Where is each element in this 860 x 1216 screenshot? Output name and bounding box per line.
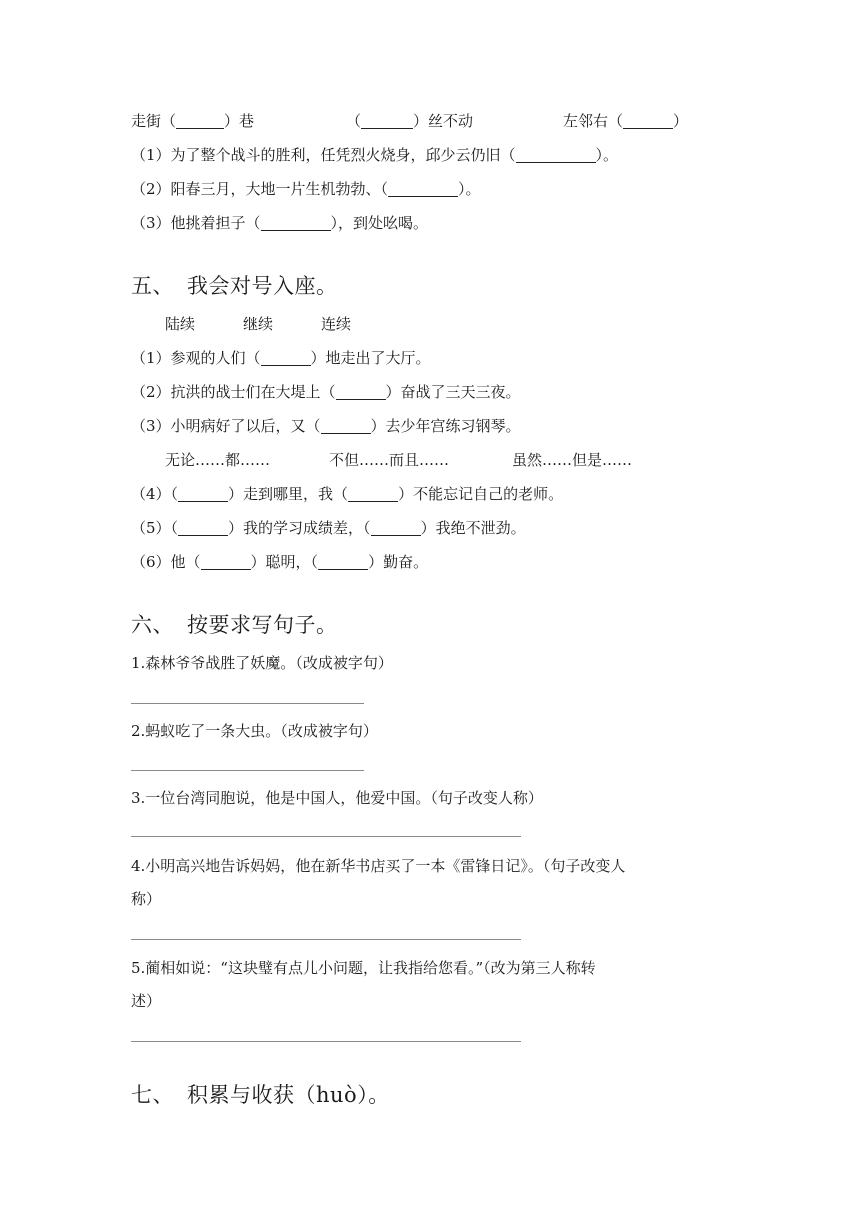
answer-line[interactable] — [131, 770, 364, 771]
fill-item-2: （2）抗洪的战士们在大堤上（ ）奋战了三天三夜。 — [131, 383, 521, 401]
answer-blank[interactable] — [348, 487, 398, 502]
question-5-line-1: 5.蔺相如说：“这块璧有点儿小问题，让我指给您看。”（改为第三人称转 — [131, 959, 596, 977]
answer-line[interactable] — [131, 703, 364, 704]
word-option: 陆续 — [165, 315, 196, 333]
fill-item-3: （3）小明病好了以后，又（ ）去少年宫练习钢琴。 — [131, 417, 521, 435]
answer-blank[interactable] — [321, 419, 371, 434]
answer-blank[interactable] — [201, 555, 251, 570]
idiom-3: 左邻右（ ） — [563, 112, 689, 130]
answer-blank[interactable] — [361, 114, 413, 129]
question-1: 1.森林爷爷战胜了妖魔。（改成被字句） — [131, 654, 393, 672]
answer-blank[interactable] — [516, 148, 596, 163]
answer-blank[interactable] — [261, 216, 331, 231]
idiom-2: （ ）丝不动 — [346, 112, 474, 130]
fill-item-6: （6）他（ ）聪明，（ ）勤奋。 — [131, 553, 429, 571]
idiom-sentence-1: （1）为了整个战斗的胜利，任凭烈火烧身，邱少云仍旧（ ）。 — [131, 146, 619, 164]
answer-blank[interactable] — [623, 114, 673, 129]
answer-blank[interactable] — [371, 521, 421, 536]
answer-blank[interactable] — [318, 555, 368, 570]
answer-blank[interactable] — [178, 521, 228, 536]
answer-blank[interactable] — [178, 487, 228, 502]
answer-blank[interactable] — [388, 182, 458, 197]
fill-item-5: （5）（ ）我的学习成绩差，（ ）我绝不泄劲。 — [131, 519, 526, 537]
word-option: 不但……而且…… — [329, 451, 450, 469]
answer-line[interactable] — [131, 836, 521, 837]
answer-line[interactable] — [131, 939, 521, 940]
question-4-line-2: 称） — [131, 890, 162, 908]
question-4-line-1: 4.小明高兴地告诉妈妈，他在新华书店买了一本《雷锋日记》。（句子改变人 — [131, 857, 626, 875]
idiom-1: 走街（ ）巷 — [131, 112, 255, 130]
section-5-heading: 五、 我会对号入座。 — [131, 274, 338, 298]
answer-blank[interactable] — [336, 385, 386, 400]
word-option: 连续 — [321, 315, 352, 333]
section-7-heading: 七、 积累与收获（huò）。 — [131, 1083, 390, 1107]
fill-item-4: （4）（ ）走到哪里，我（ ）不能忘记自己的老师。 — [131, 485, 564, 503]
word-option: 无论……都…… — [165, 451, 271, 469]
idiom-sentence-2: （2）阳春三月，大地一片生机勃勃、（ ）。 — [131, 180, 481, 198]
answer-blank[interactable] — [261, 351, 311, 366]
question-3: 3.一位台湾同胞说，他是中国人，他爱中国。（句子改变人称） — [131, 789, 543, 807]
question-5-line-2: 述） — [131, 992, 162, 1010]
word-option: 继续 — [243, 315, 274, 333]
question-2: 2.蚂蚁吃了一条大虫。（改成被字句） — [131, 722, 378, 740]
idiom-sentence-3: （3）他挑着担子（ ），到处吆喝。 — [131, 214, 429, 232]
section-6-heading: 六、 按要求写句子。 — [131, 613, 338, 637]
fill-item-1: （1）参观的人们（ ）地走出了大厅。 — [131, 349, 431, 367]
word-option: 虽然……但是…… — [512, 451, 633, 469]
answer-line[interactable] — [131, 1041, 521, 1042]
answer-blank[interactable] — [176, 114, 224, 129]
